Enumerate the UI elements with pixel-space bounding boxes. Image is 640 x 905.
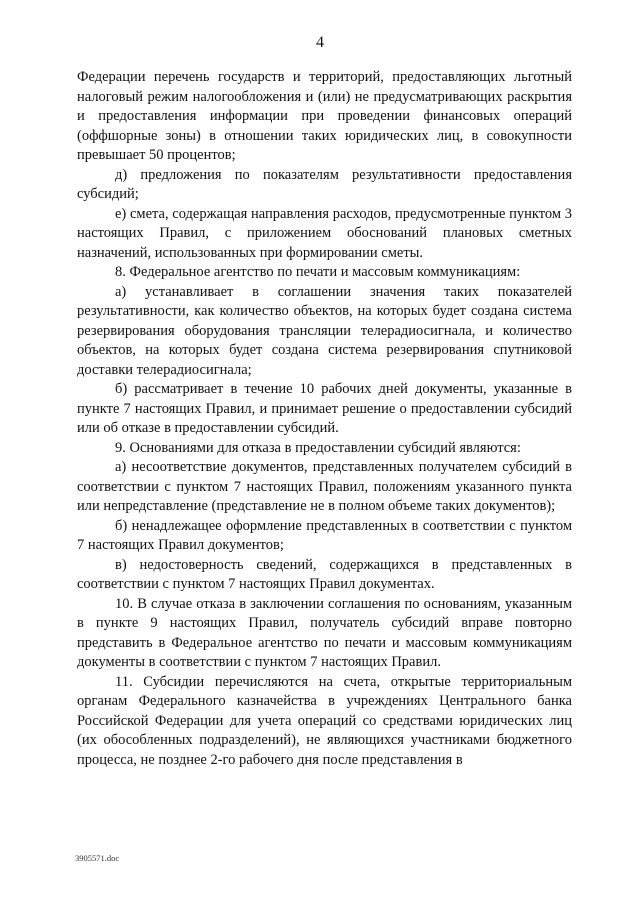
paragraph-clause-8: 8. Федеральное агентство по печати и массовым коммуникациям:	[115, 264, 521, 280]
paragraph-item-e: е) смета, содержащая направления расходов, предусмотренные пунктом 3 настоящих Правил, с приложением обоснований плановых сметных назначений, использованных при формировании сметы.	[77, 205, 572, 261]
paragraph-continuation: Федерации перечень государств и территорий, предоставляющих льготный налоговый режим налогообложения и (или) не предусматривающих раскрытия и предоставления информации при проведении финансовых операций (оффшорные зоны) в отношении таких юридических лиц, в совокупности превышает 50 процентов;	[77, 69, 572, 163]
paragraph-clause-10: 10. В случае отказа в заключении соглашения по основаниям, указанным в пункте 9 настоящих Правил, получатель субсидий вправе повторно представить в Федеральное агентство по печати и массовым коммуникациям документы в соответствии с пунктом 7 настоящих Правил.	[77, 595, 572, 670]
paragraph-clause-9: 9. Основаниями для отказа в предоставлении субсидий являются:	[115, 439, 521, 456]
paragraph-clause-9-b: б) ненадлежащее оформление представленных в соответствии с пунктом 7 настоящих Правил документов;	[77, 517, 572, 553]
paragraph-item-d: д) предложения по показателям результативности предоставления субсидий;	[77, 166, 572, 202]
paragraph-clause-8-a: а) устанавливает в соглашении значения таких показателей результативности, как количество объектов, на которых будет создана система резервирования оборудования трансляции телерадиосигнала, и количество объектов, на которых будет создана система резервирования спутниковой доставки телерадиосигнала;	[77, 283, 572, 378]
paragraph-clause-9-v: в) недостоверность сведений, содержащихся в представленных в соответствии с пунктом 7 настоящих Правил документах.	[77, 556, 572, 592]
paragraph-clause-8-b: б) рассматривает в течение 10 рабочих дней документы, указанные в пункте 7 настоящих Правил, и принимает решение о предоставлении субсидий или об отказе в предоставлении субсидий.	[77, 381, 572, 436]
document-body	[77, 68, 572, 770]
paragraph-clause-11: 11. Субсидии перечисляются на счета, открытые территориальным органам Федерального казначейства в учреждениях Центрального банка Российской Федерации для учета операций со средствами юридических лиц (их обособленных подразделений), не являющихся участниками бюджетного процесса, не позднее 2-го рабочего дня после представления в	[77, 673, 572, 768]
page-number: 4	[316, 34, 324, 51]
document-file-code: 3905571.doc	[75, 853, 120, 863]
paragraph-clause-9-a: а) несоответствие документов, представленных получателем субсидий в соответствии с пунктом 7 настоящих Правил, положениям указанного пункта или непредставление (представление не в полном объеме таких документов);	[77, 459, 572, 514]
